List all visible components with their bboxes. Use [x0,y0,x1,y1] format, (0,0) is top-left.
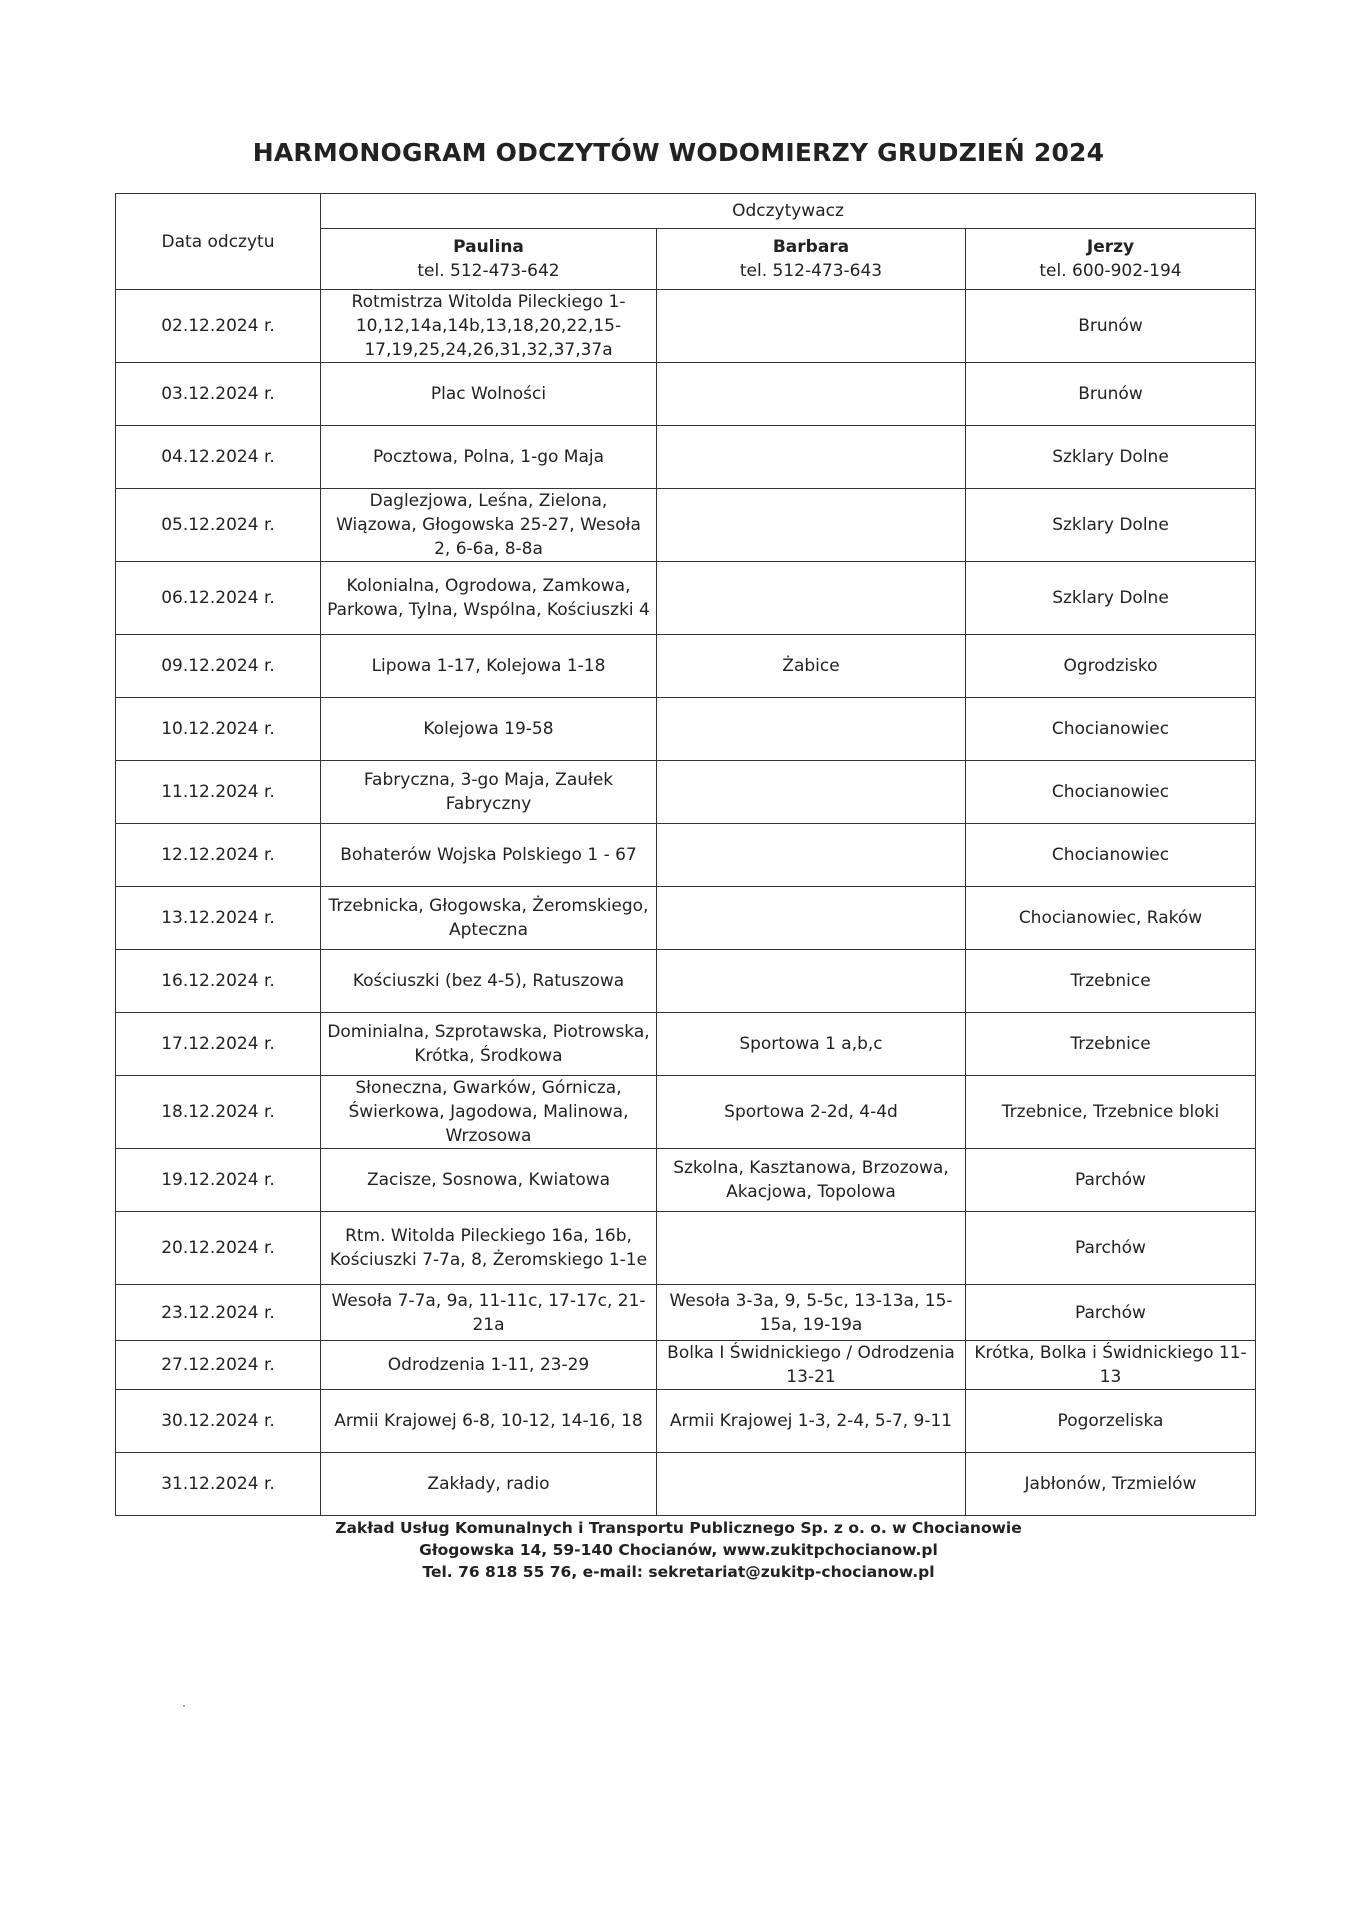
cell-jerzy: Chocianowiec, Raków [966,887,1256,950]
reader-header-paulina [321,229,657,290]
cell-paulina: Zacisze, Sosnowa, Kwiatowa [321,1149,657,1212]
cell-barbara: Sportowa 1 a,b,c [657,1013,966,1076]
cell-barbara: Żabice [657,635,966,698]
cell-paulina: Daglezjowa, Leśna, Zielona, Wiązowa, Głogowska 25-27, Wesoła 2, 6-6a, 8-8a [321,489,657,562]
header-row-reader [116,194,1256,229]
table-row [116,1285,1256,1341]
schedule-table [115,193,1256,1516]
cell-date: 09.12.2024 r. [116,635,321,698]
cell-paulina: Lipowa 1-17, Kolejowa 1-18 [321,635,657,698]
cell-jerzy: Szklary Dolne [966,426,1256,489]
cell-date: 23.12.2024 r. [116,1285,321,1341]
cell-barbara: Wesoła 3-3a, 9, 5-5c, 13-13a, 15-15a, 19-19a [657,1285,966,1341]
cell-barbara [657,363,966,426]
cell-jerzy: Parchów [966,1285,1256,1341]
document-title: HARMONOGRAM ODCZYTÓW WODOMIERZY GRUDZIEŃ 2024 [252,138,1105,167]
cell-paulina: Fabryczna, 3-go Maja, Zaułek Fabryczny [321,761,657,824]
cell-jerzy: Parchów [966,1149,1256,1212]
cell-jerzy: Chocianowiec [966,761,1256,824]
cell-paulina: Kolonialna, Ogrodowa, Zamkowa, Parkowa, Tylna, Wspólna, Kościuszki 4 [321,562,657,635]
cell-paulina: Armii Krajowej 6-8, 10-12, 14-16, 18 [321,1390,657,1453]
cell-paulina: Słoneczna, Gwarków, Górnicza, Świerkowa, Jagodowa, Malinowa, Wrzosowa [321,1076,657,1149]
reader-group-header: Odczytywacz [321,194,1256,229]
cell-barbara [657,562,966,635]
table-row [116,635,1256,698]
cell-paulina: Rotmistrza Witolda Pileckiego 1-10,12,14a,14b,13,18,20,22,15-17,19,25,24,26,31,32,37,37a [321,290,657,363]
cell-jerzy: Szklary Dolne [966,562,1256,635]
cell-paulina: Pocztowa, Polna, 1-go Maja [321,426,657,489]
cell-barbara [657,1453,966,1516]
reader-phone: tel. 512-473-642 [417,261,560,281]
cell-barbara [657,698,966,761]
cell-paulina: Odrodzenia 1-11, 23-29 [321,1341,657,1390]
table-row [116,426,1256,489]
table-row [116,489,1256,562]
cell-date: 02.12.2024 r. [116,290,321,363]
cell-jerzy: Chocianowiec [966,698,1256,761]
table-row [116,1390,1256,1453]
cell-date: 17.12.2024 r. [116,1013,321,1076]
reader-header-barbara [657,229,966,290]
cell-barbara [657,950,966,1013]
cell-jerzy: Parchów [966,1212,1256,1285]
cell-barbara: Sportowa 2-2d, 4-4d [657,1076,966,1149]
table-row [116,698,1256,761]
cell-paulina: Bohaterów Wojska Polskiego 1 - 67 [321,824,657,887]
cell-jerzy: Ogrodzisko [966,635,1256,698]
reader-name: Jerzy [1086,237,1135,257]
table-row [116,950,1256,1013]
cell-date: 06.12.2024 r. [116,562,321,635]
scan-speck [183,1705,185,1707]
cell-jerzy: Brunów [966,290,1256,363]
table-row [116,887,1256,950]
cell-barbara [657,290,966,363]
table-row [116,562,1256,635]
cell-date: 11.12.2024 r. [116,761,321,824]
cell-paulina: Kościuszki (bez 4-5), Ratuszowa [321,950,657,1013]
table-row [116,363,1256,426]
company-footer [0,1517,1357,1583]
table-row [116,1212,1256,1285]
date-column-header: Data odczytu [116,194,321,290]
reader-phone: tel. 512-473-643 [739,261,883,281]
cell-jerzy: Krótka, Bolka i Świdnickiego 11-13 [966,1341,1256,1390]
footer-company-name: Zakład Usług Komunalnych i Transportu Publicznego Sp. z o. o. w Chocianowie [335,1519,1022,1537]
cell-jerzy: Brunów [966,363,1256,426]
cell-date: 27.12.2024 r. [116,1341,321,1390]
cell-barbara [657,1212,966,1285]
table-row [116,1341,1256,1390]
footer-address: Głogowska 14, 59-140 Chocianów, www.zukitpchocianow.pl [419,1541,938,1559]
cell-barbara: Bolka I Świdnickiego / Odrodzenia 13-21 [657,1341,966,1390]
cell-paulina: Rtm. Witolda Pileckiego 16a, 16b, Kościuszki 7-7a, 8, Żeromskiego 1-1e [321,1212,657,1285]
footer-contact: Tel. 76 818 55 76, e-mail: sekretariat@zukitp-chocianow.pl [422,1563,935,1581]
table-row [116,290,1256,363]
table-row [116,761,1256,824]
reader-name: Barbara [772,237,850,257]
cell-date: 18.12.2024 r. [116,1076,321,1149]
cell-date: 12.12.2024 r. [116,824,321,887]
cell-barbara: Szkolna, Kasztanowa, Brzozowa, Akacjowa, Topolowa [657,1149,966,1212]
table-row [116,824,1256,887]
cell-paulina: Wesoła 7-7a, 9a, 11-11c, 17-17c, 21-21a [321,1285,657,1341]
reader-phone: tel. 600-902-194 [1039,261,1182,281]
cell-barbara [657,824,966,887]
reader-header-jerzy [966,229,1256,290]
table-row [116,1453,1256,1516]
cell-date: 19.12.2024 r. [116,1149,321,1212]
schedule-body [116,290,1256,1516]
cell-paulina: Dominialna, Szprotawska, Piotrowska, Krótka, Środkowa [321,1013,657,1076]
cell-jerzy: Pogorzeliska [966,1390,1256,1453]
cell-date: 20.12.2024 r. [116,1212,321,1285]
cell-date: 16.12.2024 r. [116,950,321,1013]
cell-barbara [657,887,966,950]
cell-date: 10.12.2024 r. [116,698,321,761]
cell-jerzy: Trzebnice [966,1013,1256,1076]
cell-date: 30.12.2024 r. [116,1390,321,1453]
cell-jerzy: Jabłonów, Trzmielów [966,1453,1256,1516]
cell-jerzy: Trzebnice [966,950,1256,1013]
cell-jerzy: Szklary Dolne [966,489,1256,562]
cell-date: 13.12.2024 r. [116,887,321,950]
cell-paulina: Kolejowa 19-58 [321,698,657,761]
cell-paulina: Plac Wolności [321,363,657,426]
cell-jerzy: Trzebnice, Trzebnice bloki [966,1076,1256,1149]
cell-paulina: Trzebnicka, Głogowska, Żeromskiego, Apteczna [321,887,657,950]
cell-barbara [657,761,966,824]
cell-date: 04.12.2024 r. [116,426,321,489]
cell-barbara: Armii Krajowej 1-3, 2-4, 5-7, 9-11 [657,1390,966,1453]
cell-date: 05.12.2024 r. [116,489,321,562]
table-row [116,1013,1256,1076]
cell-date: 31.12.2024 r. [116,1453,321,1516]
cell-jerzy: Chocianowiec [966,824,1256,887]
cell-barbara [657,489,966,562]
cell-paulina: Zakłady, radio [321,1453,657,1516]
table-row [116,1149,1256,1212]
cell-barbara [657,426,966,489]
table-row [116,1076,1256,1149]
reader-name: Paulina [453,237,524,257]
cell-date: 03.12.2024 r. [116,363,321,426]
